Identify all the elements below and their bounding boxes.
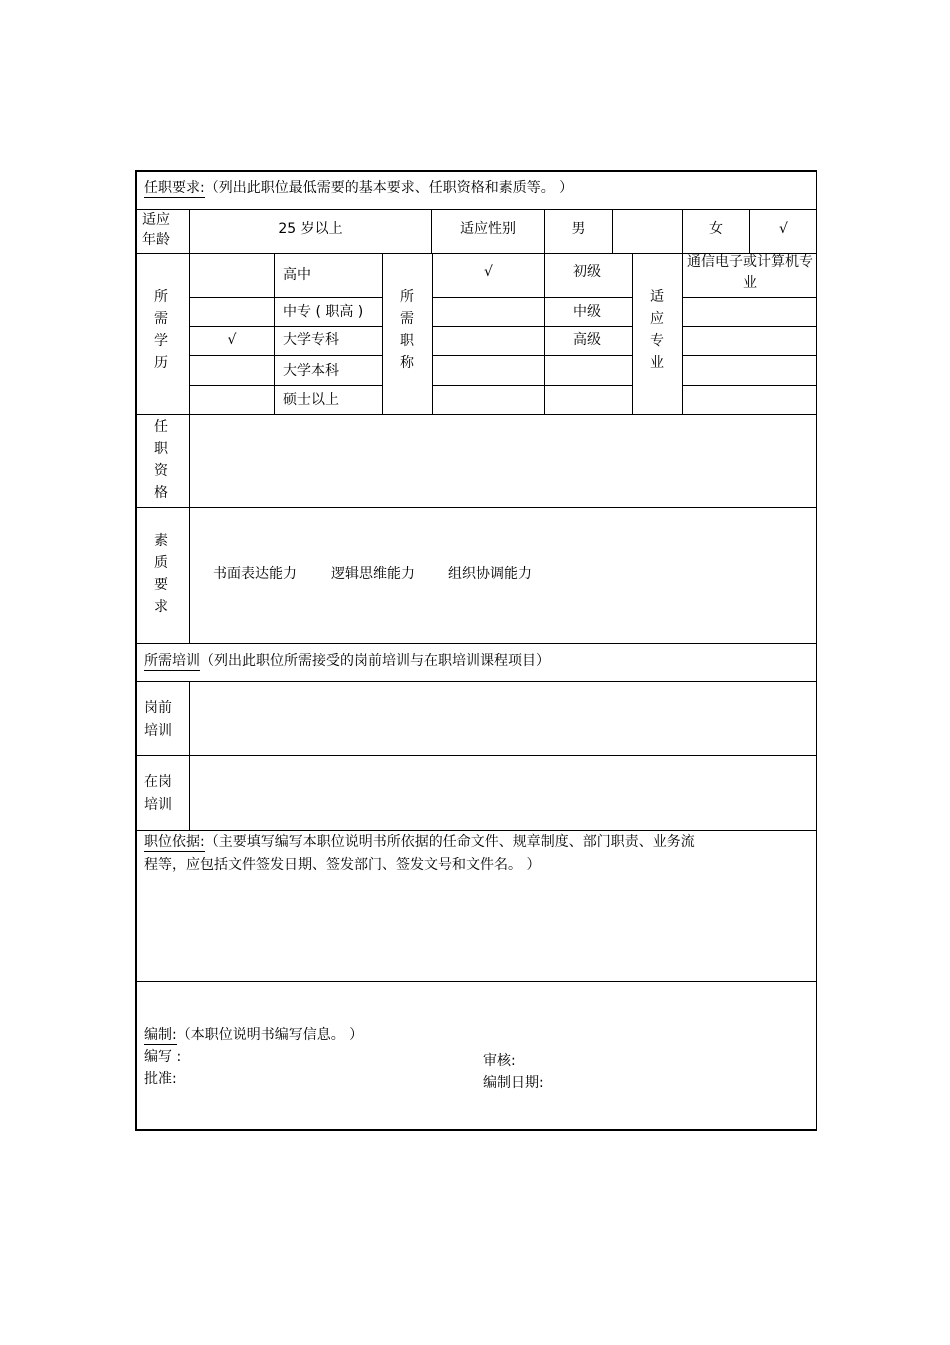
title-option: 中级 xyxy=(573,304,601,320)
requirements-header xyxy=(144,179,573,197)
title-label: 所需职称 xyxy=(400,289,414,371)
qualification-label: 任职资格 xyxy=(154,419,168,501)
education-option: 大学本科 xyxy=(283,363,339,379)
education-label: 所需学历 xyxy=(154,289,168,371)
row-divider xyxy=(137,981,817,982)
compile-note: （本职位说明书编写信息。 ） xyxy=(176,1027,364,1043)
row-divider xyxy=(137,414,817,415)
job-requirements-form xyxy=(135,170,817,1131)
title-option: 高级 xyxy=(573,332,601,348)
quality-item: 书面表达能力 xyxy=(213,566,297,582)
education-option: 中专 ( 职高 ) xyxy=(283,304,364,320)
female-mark: √ xyxy=(779,221,788,237)
basis-line-1 xyxy=(144,833,695,851)
education-option: 大学专科 xyxy=(283,332,339,348)
quality-item: 组织协调能力 xyxy=(448,566,532,582)
age-value: 25 岁以上 xyxy=(278,221,343,237)
approver-label: 批准: xyxy=(144,1071,177,1087)
reviewer-label: 审核: xyxy=(483,1053,516,1069)
age-label: 适应 年龄 xyxy=(142,212,170,248)
date-label: 编制日期: xyxy=(483,1075,544,1091)
major-value: 通信电子或计算机专业 xyxy=(687,254,813,291)
pre-training-label: 岗前 培训 xyxy=(144,700,172,739)
male-label: 男 xyxy=(571,221,586,237)
gender-label: 适应性别 xyxy=(460,221,516,237)
basis-label: 职位依据: xyxy=(144,834,205,850)
requirements-label: 任职要求: xyxy=(144,180,205,196)
female-label: 女 xyxy=(709,221,723,237)
training-header xyxy=(144,652,550,670)
education-mark: √ xyxy=(227,332,237,348)
row-divider xyxy=(137,507,817,508)
basis-note-2: 程等，应包括文件签发日期、签发部门、签发文号和文件名。 ） xyxy=(144,857,541,873)
education-option: 硕士以上 xyxy=(283,392,339,408)
writer-label: 编写 : xyxy=(144,1049,182,1065)
quality-item: 逻辑思维能力 xyxy=(331,566,415,582)
row-divider xyxy=(137,681,817,682)
training-note: （列出此职位所需接受的岗前培训与在职培训课程项目） xyxy=(200,653,550,669)
row-divider xyxy=(137,209,817,210)
compile-label: 编制: xyxy=(144,1027,177,1043)
row-divider xyxy=(137,755,817,756)
basis-note-1: （主要填写编写本职位说明书所依据的任命文件、规章制度、部门职责、业务流 xyxy=(204,834,695,850)
title-option: 初级 xyxy=(573,264,601,280)
major-label: 适应专业 xyxy=(650,289,664,371)
requirements-note: （列出此职位最低需要的基本要求、任职资格和素质等。 ） xyxy=(204,180,574,196)
row-divider xyxy=(137,643,817,644)
onjob-training-label: 在岗 培训 xyxy=(144,774,172,813)
education-option: 高中 xyxy=(283,267,311,283)
quality-label: 素质要求 xyxy=(154,533,168,615)
title-mark: √ xyxy=(484,264,493,280)
training-label: 所需培训 xyxy=(144,653,200,669)
row-divider xyxy=(137,830,817,831)
compile-header xyxy=(144,1026,363,1044)
